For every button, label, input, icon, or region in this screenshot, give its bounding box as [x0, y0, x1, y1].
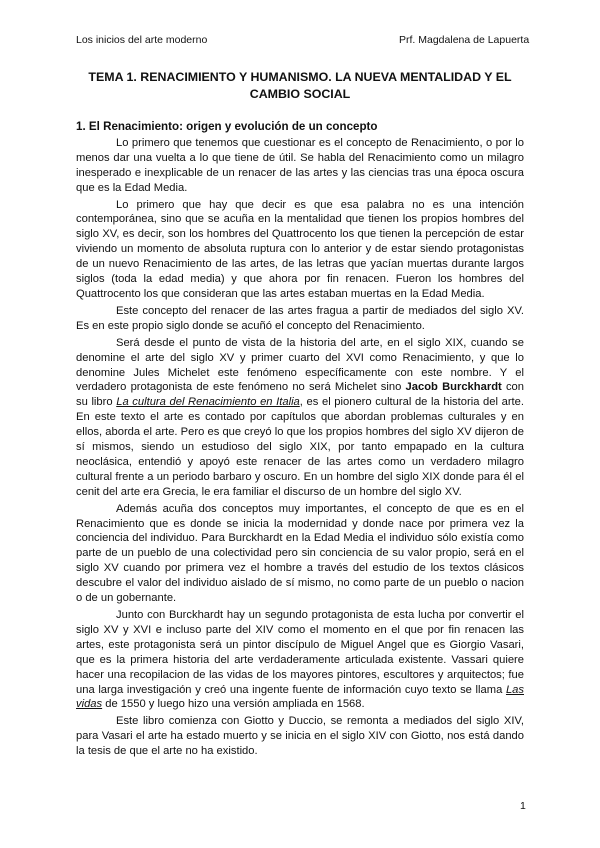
paragraph-2: Lo primero que hay que decir es que esa palabra no es una intención contemporánea, sino que se acuña en la mentalidad que tienen los propios hombres del siglo XV, es decir, son los hombres del Quattrocento los que tienen la percepción de estar viviendo un momento de absoluta ruptura con lo anterior y de estar siendo protagonistas de un nuevo Renacimiento de las artes, de las letras que yacían muertas durante largos siglos (toda la edad media) y que ahora por fin renacen. Fueron los hombres del Quattrocento los que consideran que las artes estaban muertas en la Edad Media. [76, 198, 524, 300]
paragraph-6-text-a: Junto con Burckhardt hay un segundo protagonista de esta lucha por convertir el siglo XV y XVI e incluso parte del XIV como el momento en el que por fin renacen las artes, este protagonista será un pintor discípulo de Miguel Angel que es Giorgio Vasari, que es la primera historia del arte verdaderamente articulada existente. Vassari quiere hacer una recopilacion de las vidas de los mayores pintores, escultores y arquitectos; fue una larga investigación y creó una ingente fuente de información cuyo texto se llama [76, 609, 524, 696]
paragraph-3: Este concepto del renacer de las artes fragua a partir de mediados del siglo XV. Es en este propio siglo donde se acuñó el concepto del Renacimiento. [76, 304, 524, 332]
paragraph-7: Este libro comienza con Giotto y Duccio, se remonta a mediados del siglo XIV, para Vasari el arte ha estado muerto y se inicia en el siglo XIV con Giotto, nos está dando la tesis de que el arte no ha existido. [76, 715, 524, 758]
header-author: Prf. Magdalena de Lapuerta [399, 34, 530, 46]
paragraph-4-text-c: , es el pionero cultural de la historia del arte. En este texto el arte es contado por capítulos que abordan problemas culturales y en ellos, aborda el arte. Pero es que creyó lo que los propios hombres del siglo XV dijeron de sí mismos, siendo un estudioso del siglo XIX, por tanto empapado en la cultura neoclásica, entendió y apoyó este renacer de las artes como un verdadero milagro cultural frente a un periodo barbaro y oscuro. En un hombre del siglo XIX donde para él el cenit del arte era Grecia, le era familiar el discurso de un hombre del siglo XV. [76, 396, 524, 498]
document-title: TEMA 1. RENACIMIENTO Y HUMANISMO. LA NUEVA MENTALIDAD Y EL CAMBIO SOCIAL [88, 70, 512, 101]
paragraph-4-text-a: Será desde el punto de vista de la historia del arte, en el siglo XIX, cuando se denomine el arte del siglo XV y primer cuarto del XVI como Renacimiento, y que lo denomine Jules Michelet este fenómeno específicamente con este nombre. Y el verdadero protagonista de este fenómeno no será Michelet sino [76, 336, 524, 394]
book-title-las-vidas: Las vidas [76, 683, 524, 711]
author-name-burckhardt: Jacob Burckhardt [405, 381, 502, 394]
paragraph-4-text-b: con su libro [76, 381, 524, 409]
paragraph-6 [76, 608, 524, 712]
paragraph-5: Además acuña dos conceptos muy importantes, el concepto de que es en el Renacimiento que es donde se inicia la modernidad y donde nace por primera vez la conciencia del individuo. Para Burckhardt en la Edad Media el individuo sólo existía como parte de un pueblo de una colectividad pero sin conciencia de su valor propio, será en el siglo XV cuando por primera vez el hombre a través del estudio de los textos clásicos descubre el valor del individuo aislado de sí mismo, no como parte de un pueblo o nacion o de un gobernante. [76, 502, 524, 605]
book-title-cultura-renacimiento: La cultura del Renacimiento en Italia [116, 396, 300, 409]
paragraph-6-text-b: de 1550 y luego hizo una versión ampliada en 1568. [102, 698, 365, 711]
paragraph-4 [76, 336, 524, 500]
paragraph-1: Lo primero que tenemos que cuestionar es el concepto de Renacimiento, o por lo menos dar una vuelta a lo que tiene de útil. Se habla del Renacimiento como un milagro inesperado e inexplicable de un renacer de las artes y las ciencias tras una época oscura que es la Edad Media. [76, 136, 524, 194]
page-number: 1 [520, 800, 526, 812]
header-course-title: Los inicios del arte moderno [76, 34, 208, 46]
section-heading: 1. El Renacimiento: origen y evolución de un concepto [76, 120, 378, 133]
document-body [76, 120, 524, 761]
